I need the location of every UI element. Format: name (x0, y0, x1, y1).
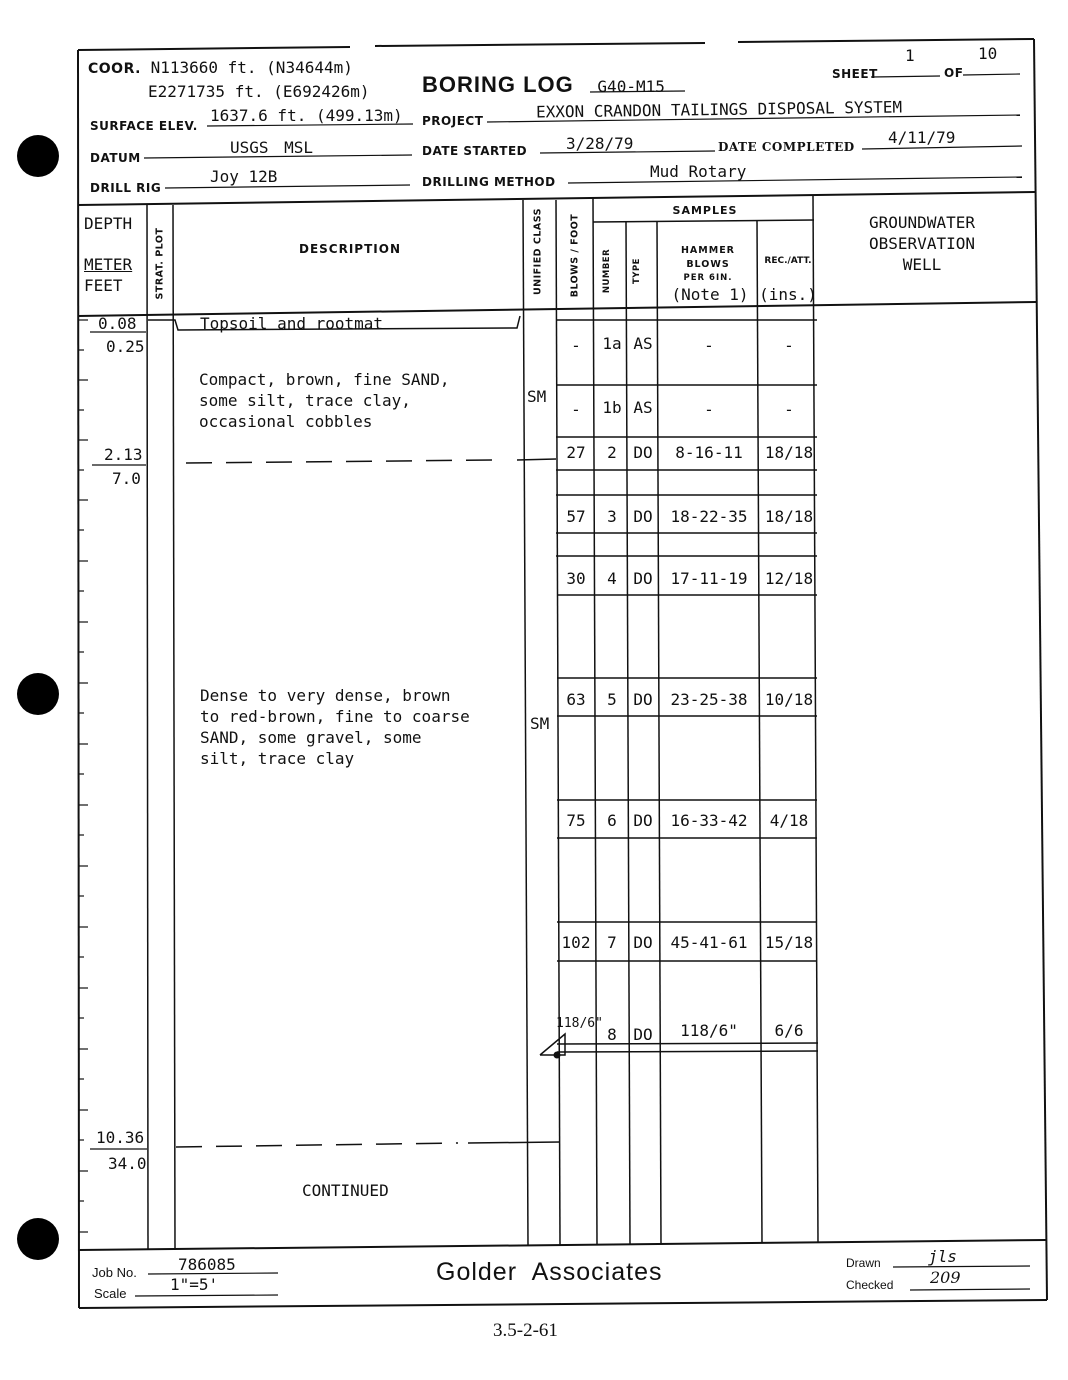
checked-label: Checked (846, 1278, 894, 1292)
sample-hammer: 16-33-42 (670, 811, 748, 830)
sample-blows: 75 (566, 811, 586, 830)
strat-plot-header: STRAT. PLOT (154, 227, 166, 300)
surface-elev-value: 1637.6 ft. (499.13m) (210, 106, 403, 125)
description-header: DESCRIPTION (298, 242, 401, 256)
surface-elev-label: SURFACE ELEV. (90, 119, 198, 133)
depth-meter-2: 2.13 (104, 445, 143, 464)
sample-number: 8 (607, 1025, 617, 1044)
depth-meter-3: 10.36 (96, 1128, 145, 1147)
unified-class-header: UNIFIED CLASS (532, 207, 544, 296)
date-started-value: 3/28/79 (566, 134, 634, 153)
depth-header: DEPTH (84, 214, 133, 233)
groundwater-header-1: GROUNDWATER (869, 213, 975, 232)
checked-initials: 209 (930, 1268, 961, 1287)
job-number-label: Job No. (92, 1265, 137, 1280)
sample-blows: 63 (566, 690, 586, 709)
sample-number: 6 (607, 811, 617, 830)
meter-header: METER (84, 255, 133, 274)
coor-northing: N113660 ft. (N34644m) (150, 58, 353, 77)
log-title (422, 72, 665, 98)
sample-hammer: 118/6" (680, 1021, 738, 1040)
sample-type: DO (633, 443, 653, 462)
hammer-note: (Note 1) (671, 285, 749, 304)
sand-layer-2-class: SM (530, 714, 550, 733)
drill-rig-value: Joy 12B (210, 167, 278, 186)
sample-type: AS (633, 334, 653, 353)
sample-type: AS (633, 398, 653, 417)
drilling-method-label: DRILLING METHOD (422, 175, 556, 189)
sheet-label: SHEET (832, 67, 878, 81)
number-header: NUMBER (602, 248, 612, 294)
of-label: OF (944, 66, 964, 80)
sample-rec: 18/18 (764, 443, 814, 462)
sample-hammer: 17-11-19 (670, 569, 748, 588)
sheet-number: 1 (905, 46, 915, 65)
boring-id: G40-M15 (597, 77, 665, 96)
sample-hammer: 18-22-35 (670, 507, 748, 526)
sample-blows: 118/6" (556, 1016, 603, 1031)
project-label: PROJECT (422, 114, 484, 128)
sample-number: 7 (607, 933, 617, 952)
date-started-label: DATE STARTED (422, 144, 528, 158)
sample-rec: 15/18 (764, 933, 814, 952)
sample-rec: 12/18 (764, 569, 814, 588)
continued-label: CONTINUED (302, 1181, 389, 1200)
sample-blows: 30 (566, 569, 586, 588)
blows-foot-header: BLOWS / FOOT (569, 213, 581, 298)
scale-label: Scale (94, 1286, 127, 1301)
sand-layer-1-class: SM (527, 387, 547, 406)
sample-number: 1a (602, 334, 622, 353)
sample-type: DO (633, 1025, 653, 1044)
sand-layer-1-description: Compact, brown, fine SAND, some silt, trace clay, occasional cobbles (199, 370, 450, 431)
topsoil-description: Topsoil and rootmat (200, 314, 384, 333)
datum-value: USGS MSL (230, 138, 314, 157)
sample-type: DO (633, 507, 653, 526)
depth-feet-3: 34.0 (108, 1154, 147, 1173)
sample-number: 5 (607, 690, 617, 709)
sample-type: DO (633, 569, 653, 588)
coor-easting: E2271735 ft. (E692426m) (148, 82, 370, 101)
sheet-total: 10 (978, 44, 998, 63)
sample-number: 4 (607, 569, 617, 588)
depth-meter-1: 0.08 (98, 314, 137, 333)
sample-blows: - (571, 336, 581, 355)
type-header: TYPE (632, 258, 642, 284)
samples-header: SAMPLES (672, 204, 738, 217)
sample-hammer: - (704, 400, 714, 419)
sample-hammer: - (704, 336, 714, 355)
depth-feet-1: 0.25 (106, 337, 145, 356)
sample-number: 1b (602, 398, 622, 417)
sample-rec: 10/18 (764, 690, 814, 709)
sample-blows: 102 (561, 933, 591, 952)
sample-blows: 57 (566, 507, 586, 526)
coor-label: COOR. (88, 61, 141, 77)
project-value: EXXON CRANDON TAILINGS DISPOSAL SYSTEM (535, 97, 903, 122)
hammer-header-2: BLOWS (686, 259, 730, 270)
drilling-method-value: Mud Rotary (650, 162, 747, 181)
sample-hammer: 8-16-11 (675, 443, 743, 462)
sample-blows: - (571, 400, 581, 419)
sample-rec: 4/18 (769, 811, 809, 830)
hammer-header-1: HAMMER (680, 245, 735, 256)
sand-layer-2-description: Dense to very dense, brown to red-brown, fine to coarse SAND, some gravel, some silt, trace clay (200, 686, 470, 768)
sample-type: DO (633, 933, 653, 952)
sample-hammer: 45-41-61 (670, 933, 748, 952)
feet-header: FEET (84, 276, 123, 295)
drawn-initials: jls (928, 1247, 957, 1266)
sample-blows: 27 (566, 443, 586, 462)
date-completed-label: DATE COMPLETED (718, 140, 855, 154)
date-completed-value: 4/11/79 (888, 128, 956, 147)
groundwater-header-2: OBSERVATION (869, 234, 975, 253)
sample-number: 3 (607, 507, 617, 526)
datum-label: DATUM (90, 151, 141, 165)
drawn-label: Drawn (846, 1256, 881, 1270)
sample-hammer: 23-25-38 (670, 690, 748, 709)
company-name: Golder Associates (436, 1258, 663, 1286)
job-number: 786085 (178, 1255, 236, 1274)
page-number: 3.5-2-61 (493, 1320, 558, 1341)
sample-rec: 18/18 (764, 507, 814, 526)
depth-feet-2: 7.0 (112, 469, 141, 488)
coordinates (88, 58, 353, 77)
groundwater-header-3: WELL (902, 255, 942, 274)
sample-rec: - (784, 336, 794, 355)
hammer-header-3: PER 6IN. (683, 273, 733, 283)
drill-rig-label: DRILL RIG (90, 181, 162, 195)
sample-number: 2 (607, 443, 617, 462)
rec-units: (ins.) (759, 285, 817, 304)
sample-type: DO (633, 690, 653, 709)
boring-log-title: BORING LOG (422, 72, 574, 97)
scale-value: 1"=5' (170, 1275, 219, 1294)
sample-type: DO (633, 811, 653, 830)
sample-rec: 6/6 (774, 1021, 804, 1040)
rec-att-header: REC./ATT. (764, 256, 812, 266)
sample-rec: - (784, 400, 794, 419)
